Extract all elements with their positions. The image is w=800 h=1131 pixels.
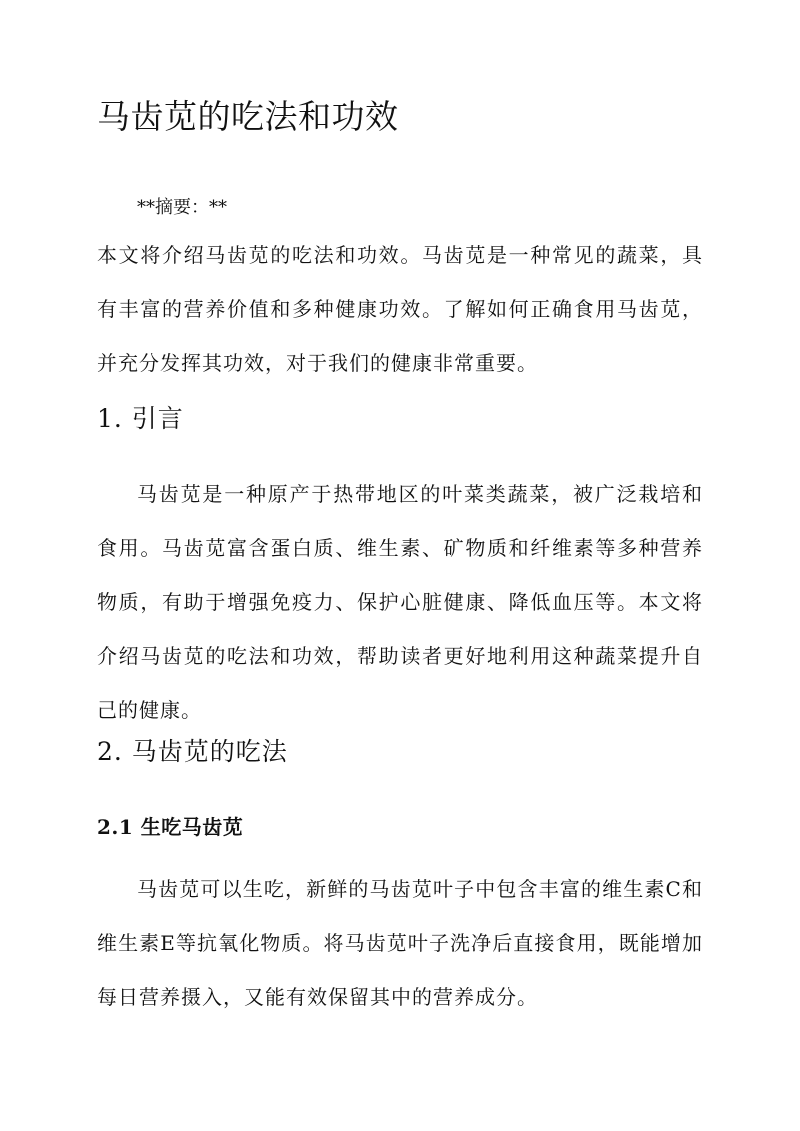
intro-paragraph: 马齿苋是一种原产于热带地区的叶菜类蔬菜，被广泛栽培和食用。马齿苋富含蛋白质、维生素、矿物质和纤维素等多种营养物质，有助于增强免疫力、保护心脏健康、降低血压等。本文将介绍马齿苋的吃法和功效，帮助读者更好地利用这种蔬菜提升自己的健康。 bbox=[97, 482, 703, 722]
abstract-text: 本文将介绍马齿苋的吃法和功效。马齿苋是一种常见的蔬菜，具有丰富的营养价值和多种健康功效。了解如何正确食用马齿苋，并充分发挥其功效，对于我们的健康非常重要。 bbox=[97, 243, 703, 375]
raw-eating-paragraph: 马齿苋可以生吃，新鲜的马齿苋叶子中包含丰富的维生素C和维生素E等抗氧化物质。将马齿苋叶子洗净后直接食用，既能增加每日营养摄入，又能有效保留其中的营养成分。 bbox=[97, 877, 703, 1009]
section-heading-intro: 1. 引言 bbox=[97, 404, 184, 433]
abstract-label: **摘要：** bbox=[137, 197, 227, 218]
section-heading-eating: 2. 马齿苋的吃法 bbox=[97, 737, 288, 766]
page-title: 马齿苋的吃法和功效 bbox=[97, 97, 399, 136]
subsection-heading-raw: 2.1 生吃马齿苋 bbox=[97, 815, 244, 839]
